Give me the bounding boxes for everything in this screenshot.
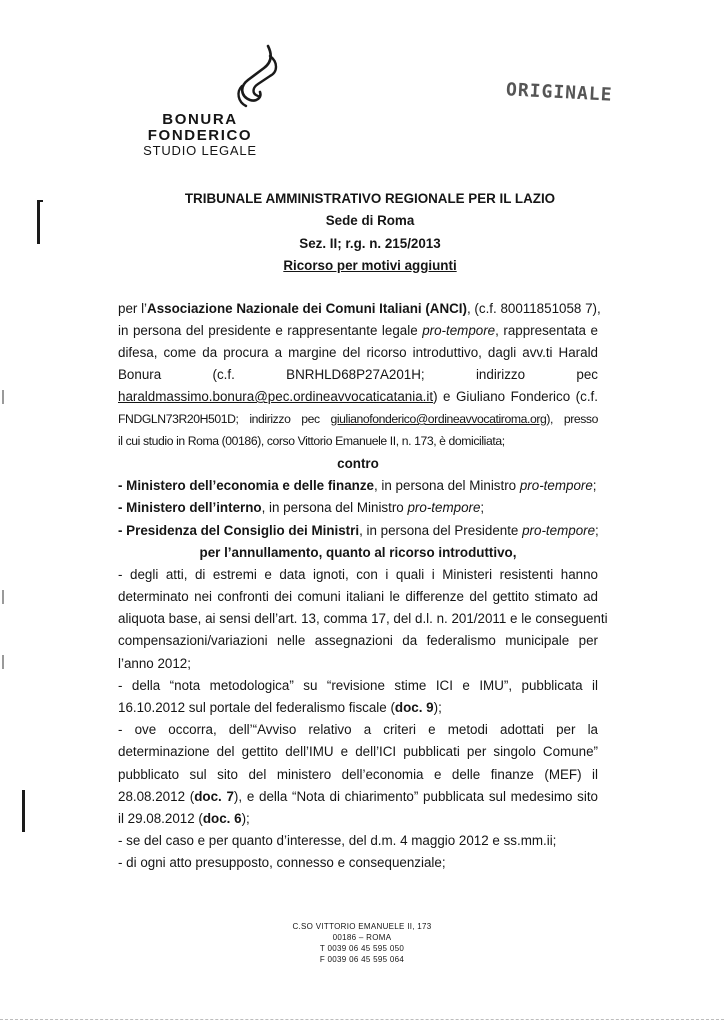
body-line: il 29.08.2012 (doc. 6); [118, 811, 250, 826]
body-line: - di ogni atto presupposto, connesso e consequenziale; [118, 855, 446, 870]
respondent-line: - Ministero dell’economia e delle finanze, in persona del Ministro pro-tempore; [118, 478, 597, 493]
body-line: pubblicato sul sito del ministero dell’economia e delle finanze (MEF) il [118, 767, 598, 782]
body-line: haraldmassimo.bonura@pec.ordineavvocaticatania.it) e Giuliano Fonderico (c.f. [118, 389, 598, 404]
firm-logo-icon [228, 42, 288, 108]
body-line: in persona del presidente e rappresentante legale pro-tempore, rappresentata e [118, 323, 598, 338]
margin-mark-hook [37, 200, 43, 202]
body-line: determinato nei confronti dei comuni italiani le differenze del gettito stimato ad [118, 589, 598, 604]
body-line: Bonura (c.f. BNRHLD68P27A201H; indirizzo pec [118, 367, 598, 382]
body-line: determinazione del gettito dell’IMU e dell’ICI pubblicati per singolo Comune” [118, 744, 598, 759]
court-name: TRIBUNALE AMMINISTRATIVO REGIONALE PER IL LAZIO [184, 191, 556, 206]
body-line: aliquota base, ai sensi dell’art. 13, comma 17, del d.l. n. 201/2011 e le conseguenti [118, 611, 608, 626]
body-line: per l’Associazione Nazionale dei Comuni Italiani (ANCI), (c.f. 80011851058 7), [118, 301, 601, 316]
contro-heading: contro [337, 456, 379, 471]
firm-name-line2: FONDERICO [147, 126, 253, 144]
footer-city: 00186 – ROMA [332, 933, 392, 942]
respondent-line: - Presidenza del Consiglio dei Ministri, in persona del Presidente pro-tempore; [118, 523, 599, 538]
body-line: compensazioni/variazioni nelle assegnazioni da federalismo municipale per [118, 633, 598, 648]
body-line: FNDGLN73R20H501D; indirizzo pec giulianofonderico@ordineavvocatiroma.org), presso [118, 412, 598, 426]
document-title: Ricorso per motivi aggiunti [283, 258, 457, 273]
body-line: 28.08.2012 (doc. 7), e della “Nota di chiarimento” pubblicata sul medesimo sito [118, 789, 599, 804]
firm-name [130, 112, 270, 157]
body-line: - degli atti, di estremi e data ignoti, con i quali i Ministeri resistenti hanno [118, 567, 598, 582]
email-link[interactable]: haraldmassimo.bonura@pec.ordineavvocaticatania.it [118, 389, 434, 404]
court-seat: Sede di Roma [325, 213, 415, 228]
margin-tick [2, 655, 4, 669]
margin-mark [37, 200, 40, 244]
footer-fax: F 0039 06 45 595 064 [319, 955, 405, 964]
body-line: 16.10.2012 sul portale del federalismo fiscale (doc. 9); [118, 700, 442, 715]
body-line: - se del caso e per quanto d’interesse, del d.m. 4 maggio 2012 e ss.mm.ii; [118, 833, 557, 848]
case-section: Sez. II; r.g. n. 215/2013 [299, 236, 441, 251]
margin-tick [2, 390, 4, 404]
footer-address [262, 921, 462, 965]
respondent-line: - Ministero dell’interno, in persona del Ministro pro-tempore; [118, 500, 485, 515]
originale-stamp: ORIGINALE [505, 79, 614, 106]
annulment-heading: per l’annullamento, quanto al ricorso introduttivo, [199, 545, 517, 560]
email-link[interactable]: giulianofonderico@ordineavvocatiroma.org [330, 412, 547, 426]
footer-street: C.SO VITTORIO EMANUELE II, 173 [292, 922, 432, 931]
margin-mark [22, 790, 25, 832]
body-line: il cui studio in Roma (00186), corso Vittorio Emanuele II, n. 173, è domiciliata; [118, 434, 505, 448]
body-line: - della “nota metodologica” su “revisione stime ICI e IMU”, pubblicata il [118, 678, 598, 693]
firm-name-line1: BONURA [162, 111, 238, 128]
footer-phone: T 0039 06 45 595 050 [319, 944, 405, 953]
firm-name-line3: STUDIO LEGALE [143, 142, 257, 158]
body-line: - ove occorra, dell’“Avviso relativo a criteri e metodi adottati per la [118, 722, 598, 737]
scan-edge [0, 1019, 724, 1020]
body-line: l’anno 2012; [118, 656, 191, 671]
margin-tick [2, 590, 4, 604]
body-line: difesa, come da procura a margine del ricorso introduttivo, dagli avv.ti Harald [118, 345, 598, 360]
